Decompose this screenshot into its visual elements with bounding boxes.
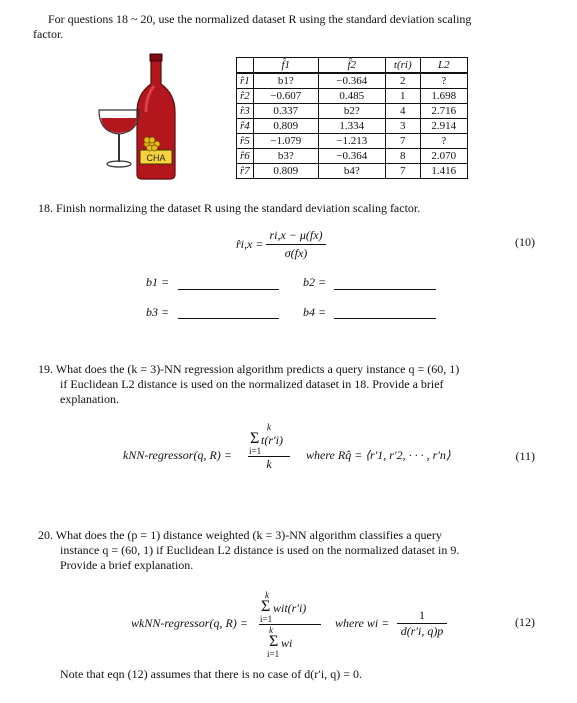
table-header: f̂2 xyxy=(318,58,385,74)
equation-number-10: (10) xyxy=(515,235,535,249)
b2-label: b2 = xyxy=(303,275,327,289)
question-19-text xyxy=(38,362,526,407)
equation-10 xyxy=(236,228,366,261)
cell-l2: 2.716 xyxy=(420,104,467,119)
eq11-fraction xyxy=(248,422,290,472)
cell-t: 3 xyxy=(385,119,420,134)
row-id: r̂6 xyxy=(237,149,254,164)
cell-f2: b2? xyxy=(318,104,385,119)
q20-line-2: instance q = (60, 1) if Euclidean L2 distance is used on the normalized dataset in 9. xyxy=(60,543,460,557)
table-corner-cell xyxy=(237,58,254,74)
dataset-table xyxy=(236,57,468,179)
intro-line-1: For questions 18 ~ 20, use the normalized dataset R using the standard deviation scaling xyxy=(48,12,472,26)
table-row xyxy=(237,134,468,149)
b2-answer-blank[interactable] xyxy=(334,289,436,290)
eq12-weight-denominator: d(r′i, q)p xyxy=(400,624,444,638)
eq12-sum-bottom: i=1 xyxy=(260,614,273,624)
table-row xyxy=(237,164,468,179)
eq11-sum-top: k xyxy=(267,422,271,432)
q19-line-2: if Euclidean L2 distance is used on the normalized dataset in 18. Provide a brief xyxy=(60,377,444,391)
row-id: r̂3 xyxy=(237,104,254,119)
cell-f1: 0.337 xyxy=(253,104,318,119)
eq11-denominator: k xyxy=(266,457,272,471)
cell-l2: 2.070 xyxy=(420,149,467,164)
q19-line-1: 19. What does the (k = 3)-NN regression algorithm predicts a query instance q = (60, 1) xyxy=(38,362,460,376)
row-id: r̂1 xyxy=(237,73,254,89)
cell-f2: −0.364 xyxy=(318,73,385,89)
b3-answer-blank[interactable] xyxy=(178,318,279,319)
table-row xyxy=(237,149,468,164)
note-text: Note that eqn (12) assumes that there is no case of d(r′i, q) = 0. xyxy=(60,667,362,681)
eq11-where: where Rq̂ = ⟨r′1, r′2, · · · , r′n⟩ xyxy=(306,448,451,462)
sum-sign-icon: Σ xyxy=(250,430,260,447)
equation-11 xyxy=(123,422,523,482)
b3-label: b3 = xyxy=(146,305,170,319)
cell-f2: 1.334 xyxy=(318,119,385,134)
row-id: r̂5 xyxy=(237,134,254,149)
cell-t: 7 xyxy=(385,164,420,179)
cell-f1: −0.607 xyxy=(253,89,318,104)
q20-line-3: Provide a brief explanation. xyxy=(60,558,194,572)
b1-label: b1 = xyxy=(146,275,170,289)
cell-f2: −0.364 xyxy=(318,149,385,164)
cell-f1: 0.809 xyxy=(253,119,318,134)
eq11-num-term: t(r′i) xyxy=(261,433,283,447)
cell-l2: ? xyxy=(420,73,467,89)
table-header: L2 xyxy=(420,58,467,74)
bottle-label-text: CHA xyxy=(146,153,166,163)
eq10-denominator: σ(fx) xyxy=(284,246,308,260)
eq10-lhs: r̂i,x = xyxy=(236,237,264,251)
q20-line-1: 20. What does the (p = 1) distance weighted (k = 3)-NN algorithm classifies a query xyxy=(38,528,442,542)
table-header: t(ri) xyxy=(385,58,420,74)
cell-l2: 1.698 xyxy=(420,89,467,104)
eq12-weight-fraction xyxy=(397,608,447,639)
eq11-sum-bottom: i=1 xyxy=(249,446,262,456)
cell-f1: b1? xyxy=(253,73,318,89)
cell-l2: 1.416 xyxy=(420,164,467,179)
cell-l2: 2.914 xyxy=(420,119,467,134)
cell-t: 8 xyxy=(385,149,420,164)
equation-12 xyxy=(131,590,531,660)
eq10-numerator: ri,x − μ(fx) xyxy=(266,228,325,245)
cell-t: 1 xyxy=(385,89,420,104)
table-row xyxy=(237,89,468,104)
intro-line-2: factor. xyxy=(33,27,64,41)
cell-f1: −1.079 xyxy=(253,134,318,149)
eq12-den-sum-bottom: i=1 xyxy=(267,649,280,659)
eq12-where: where wi = xyxy=(335,616,390,630)
eq11-lhs: kNN-regressor(q, R) = xyxy=(123,448,232,462)
sum-sign-icon: Σ xyxy=(269,633,279,650)
eq12-num-term: wit(r′i) xyxy=(273,601,307,615)
cell-f2: −1.213 xyxy=(318,134,385,149)
row-id: r̂2 xyxy=(237,89,254,104)
eq12-den-sum-top: k xyxy=(269,625,273,635)
table-header: f̂1 xyxy=(253,58,318,74)
cell-t: 7 xyxy=(385,134,420,149)
intro-paragraph xyxy=(33,12,553,42)
q19-line-3: explanation. xyxy=(60,392,119,406)
eq12-weight-numerator: 1 xyxy=(397,608,447,624)
eq12-lhs: wkNN-regressor(q, R) = xyxy=(131,616,248,630)
cell-t: 2 xyxy=(385,73,420,89)
b4-label: b4 = xyxy=(303,305,327,319)
wine-bottle-glass-illustration xyxy=(95,52,195,182)
question-18-text: 18. Finish normalizing the dataset R using the standard deviation scaling factor. xyxy=(38,201,421,215)
equation-number-11: (11) xyxy=(515,449,535,463)
eq12-sum-top: k xyxy=(265,590,269,600)
b1-answer-blank[interactable] xyxy=(178,289,279,290)
cell-f1: b3? xyxy=(253,149,318,164)
cell-t: 4 xyxy=(385,104,420,119)
table-row xyxy=(237,104,468,119)
table-header-row xyxy=(237,58,468,74)
eq12-den-term: wi xyxy=(281,636,293,650)
cell-l2: ? xyxy=(420,134,467,149)
eq12-fraction xyxy=(259,590,321,659)
row-id: r̂7 xyxy=(237,164,254,179)
cell-f2: b4? xyxy=(318,164,385,179)
cell-f2: 0.485 xyxy=(318,89,385,104)
question-20-text xyxy=(38,528,526,573)
b4-answer-blank[interactable] xyxy=(334,318,436,319)
eq10-fraction xyxy=(266,228,325,261)
sum-sign-icon: Σ xyxy=(261,598,271,615)
table-row xyxy=(237,73,468,89)
equation-number-12: (12) xyxy=(515,615,535,629)
row-id: r̂4 xyxy=(237,119,254,134)
cell-f1: 0.809 xyxy=(253,164,318,179)
table-row xyxy=(237,119,468,134)
